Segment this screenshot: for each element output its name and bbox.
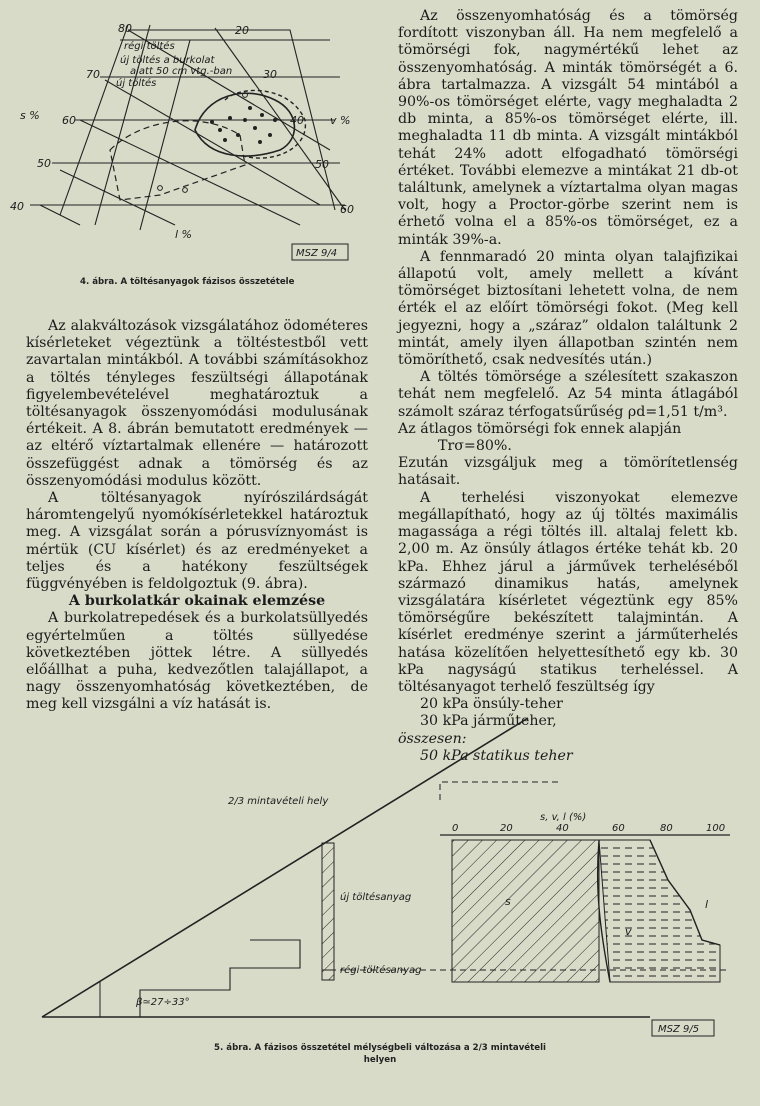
tick-v-30: 30 [263, 68, 277, 81]
v-series-label: v [625, 925, 632, 938]
s-series-label: s [505, 895, 511, 908]
tick-20: 20 [500, 823, 513, 834]
load-total: 50 kPa statikus teher [420, 747, 573, 764]
angle-label: β≃27÷33° [136, 997, 190, 1008]
left-paragraph-1: Az alakváltozások vizsgálatához ödométeres kísérleteket végeztünk a töltéstestből vett zavartalan mintákból. A további számításokhoz a töltés tényleges feszültségi állapotának figyelembevételével meghatároztuk a töltésanyagok összenyomódási modulusának értékeit. A 8. ábrán bemutatott eredmények — az eltérő víztartalmak ellenére — határozott összefüggést adnak a tömörség és az összenyomódási modulus között. [26, 318, 368, 489]
tick-v-20: 20 [235, 24, 249, 37]
load-total-label: összesen: [398, 730, 467, 747]
tick-s-40: 40 [10, 200, 24, 213]
right-paragraph-2: A fennmaradó 20 minta olyan talajfizikai állapotú volt, amely mellett a kívánt tömörséget biztosítani lehetett volna, de nem érték el az előírt tömörségi fokot. (Meg kell jegyezni, hogy a „száraz” oldalon találtunk 2 mintát, amely ilyen állapotban szintén nem tömöríthető, csak nedvesítés után.) [398, 248, 738, 369]
figure-5-depth-profile [0, 700, 760, 1040]
legend-new3: új töltés [116, 78, 157, 89]
legend-old: régi töltés [124, 41, 175, 52]
right-paragraph-6: Ezután vizsgáljuk meg a tömörítetlenség hatásait. [398, 455, 738, 489]
load-vehicle: 30 kPa járműteher, [420, 713, 557, 730]
right-column [398, 8, 738, 765]
tick-100: 100 [706, 823, 726, 834]
tick-s-80: 80 [118, 22, 132, 35]
s-axis-label: s % [20, 109, 40, 122]
legend-new: új töltés a burkolat [120, 55, 215, 66]
v-axis-label: v % [330, 114, 351, 127]
legend-new2: alatt 50 cm vtg.-ban [130, 66, 233, 77]
tick-60: 60 [612, 823, 625, 834]
tick-s-70: 70 [86, 68, 100, 81]
section-heading: A burkolatkár okainak elemzése [68, 593, 326, 610]
new-fill-label: új töltésanyag [340, 892, 412, 903]
axis-label-svl: s, v, l (%) [540, 812, 587, 823]
figure-5-caption-line1: 5. ábra. A fázisos összetétel mélységbeli változása a 2/3 mintavételi [214, 1043, 546, 1053]
left-paragraph-3: A burkolatrepedések és a burkolatsüllyedés egyértelműen a töltés süllyedése következtében jöttek létre. A süllyedés előállhat a puha, kedvezőtlen talajállapot, a nagy összenyomhatóság következtében, de meg kell vizsgálni a víz hatását is. [26, 610, 368, 713]
tick-s-50: 50 [37, 157, 51, 170]
l-axis-label: l % [175, 228, 193, 241]
left-paragraph-2: A töltésanyagok nyírószilárdságát háromtengelyű nyomókísérletekkel határoztuk meg. A vizsgálat során a pórusvíznyomást is mértük (CU kísérlet) és az eredményeket a teljes és a hatékony feszültségek függvényében is feldolgoztuk (9. ábra). [26, 490, 368, 593]
old-fill-label: régi töltésanyag [340, 965, 422, 976]
stamp-msz-9-5: MSZ 9/5 [658, 1024, 700, 1035]
tick-v-60: 60 [340, 203, 354, 216]
stamp-msz-9-4: MSZ 9/4 [296, 248, 338, 259]
load-self-weight: 20 kPa önsúly-teher [420, 696, 563, 713]
figure-5-caption [0, 1042, 760, 1066]
right-paragraph-3: A töltés tömörsége a szélesített szakaszon tehát nem megfelelő. Az 54 minta átlagából számolt száraz térfogatsűrűség ρd=1,51 t/m³. [398, 369, 738, 420]
tick-40: 40 [556, 823, 569, 834]
right-paragraph-4: Az átlagos tömörségi fok ennek alapján [398, 420, 682, 437]
right-paragraph-7: A terhelési viszonyokat elemezve megállapítható, hogy az új töltés maximális magassága a régi töltés ill. altalaj felett kb. 2,00 m. Az önsúly átlagos értéke tehát kb. 20 kPa. Ehhez járul a járművek terheléséből származó dinamikus hatás, amelynek vizsgálatára kísérletet végeztünk egy 85% tömörségűre bekészített talajmintán. A kísérlet eredménye szerint a járműterhelés hatása közelítően helyettesíthető egy kb. 30 kPa nagyságú statikus terheléssel. A töltésanyagot terhelő feszültség így [398, 489, 738, 695]
l-series-label: l [705, 898, 709, 911]
tick-v-40: 40 [290, 114, 304, 127]
tick-v-50: 50 [315, 158, 329, 171]
density-formula: Trσ=80%. [438, 438, 512, 455]
figure-4-caption: 4. ábra. A töltésanyagok fázisos összetétele [80, 277, 295, 287]
right-paragraph-1: Az összenyomhatóság és a tömörség fordított viszonyban áll. Ha nem megfelelő a tömörségi fok, nagymértékű lehet az összenyomhatóság. A minták tömörségét a 6. ábra tartalmazza. A vizsgált 54 mintából a 90%-os tömörséget elérte, vagy meghaladta 2 db minta, a 85%-os tömörséget elérte, ill. meghaladta 11 db minta. A vizsgált mintákból tehát 24% adott elfogadható tömörségi értéket. További elemezve a mintákat 21 db-ot találtunk, amelynek a víztartalma olyan magas volt, hogy a Proctor-görbe szerint nem is érhető volna el a 85%-os tömörséget, ez a minták 39%-a. [398, 8, 738, 248]
tick-0: 0 [452, 823, 459, 834]
tick-s-60: 60 [62, 114, 76, 127]
figure-4-triangle-diagram [0, 0, 380, 275]
sample-location-label: 2/3 mintavételi hely [228, 796, 329, 807]
tick-80: 80 [660, 823, 673, 834]
figure-5-caption-line2: helyen [363, 1055, 397, 1065]
left-column [26, 318, 368, 714]
